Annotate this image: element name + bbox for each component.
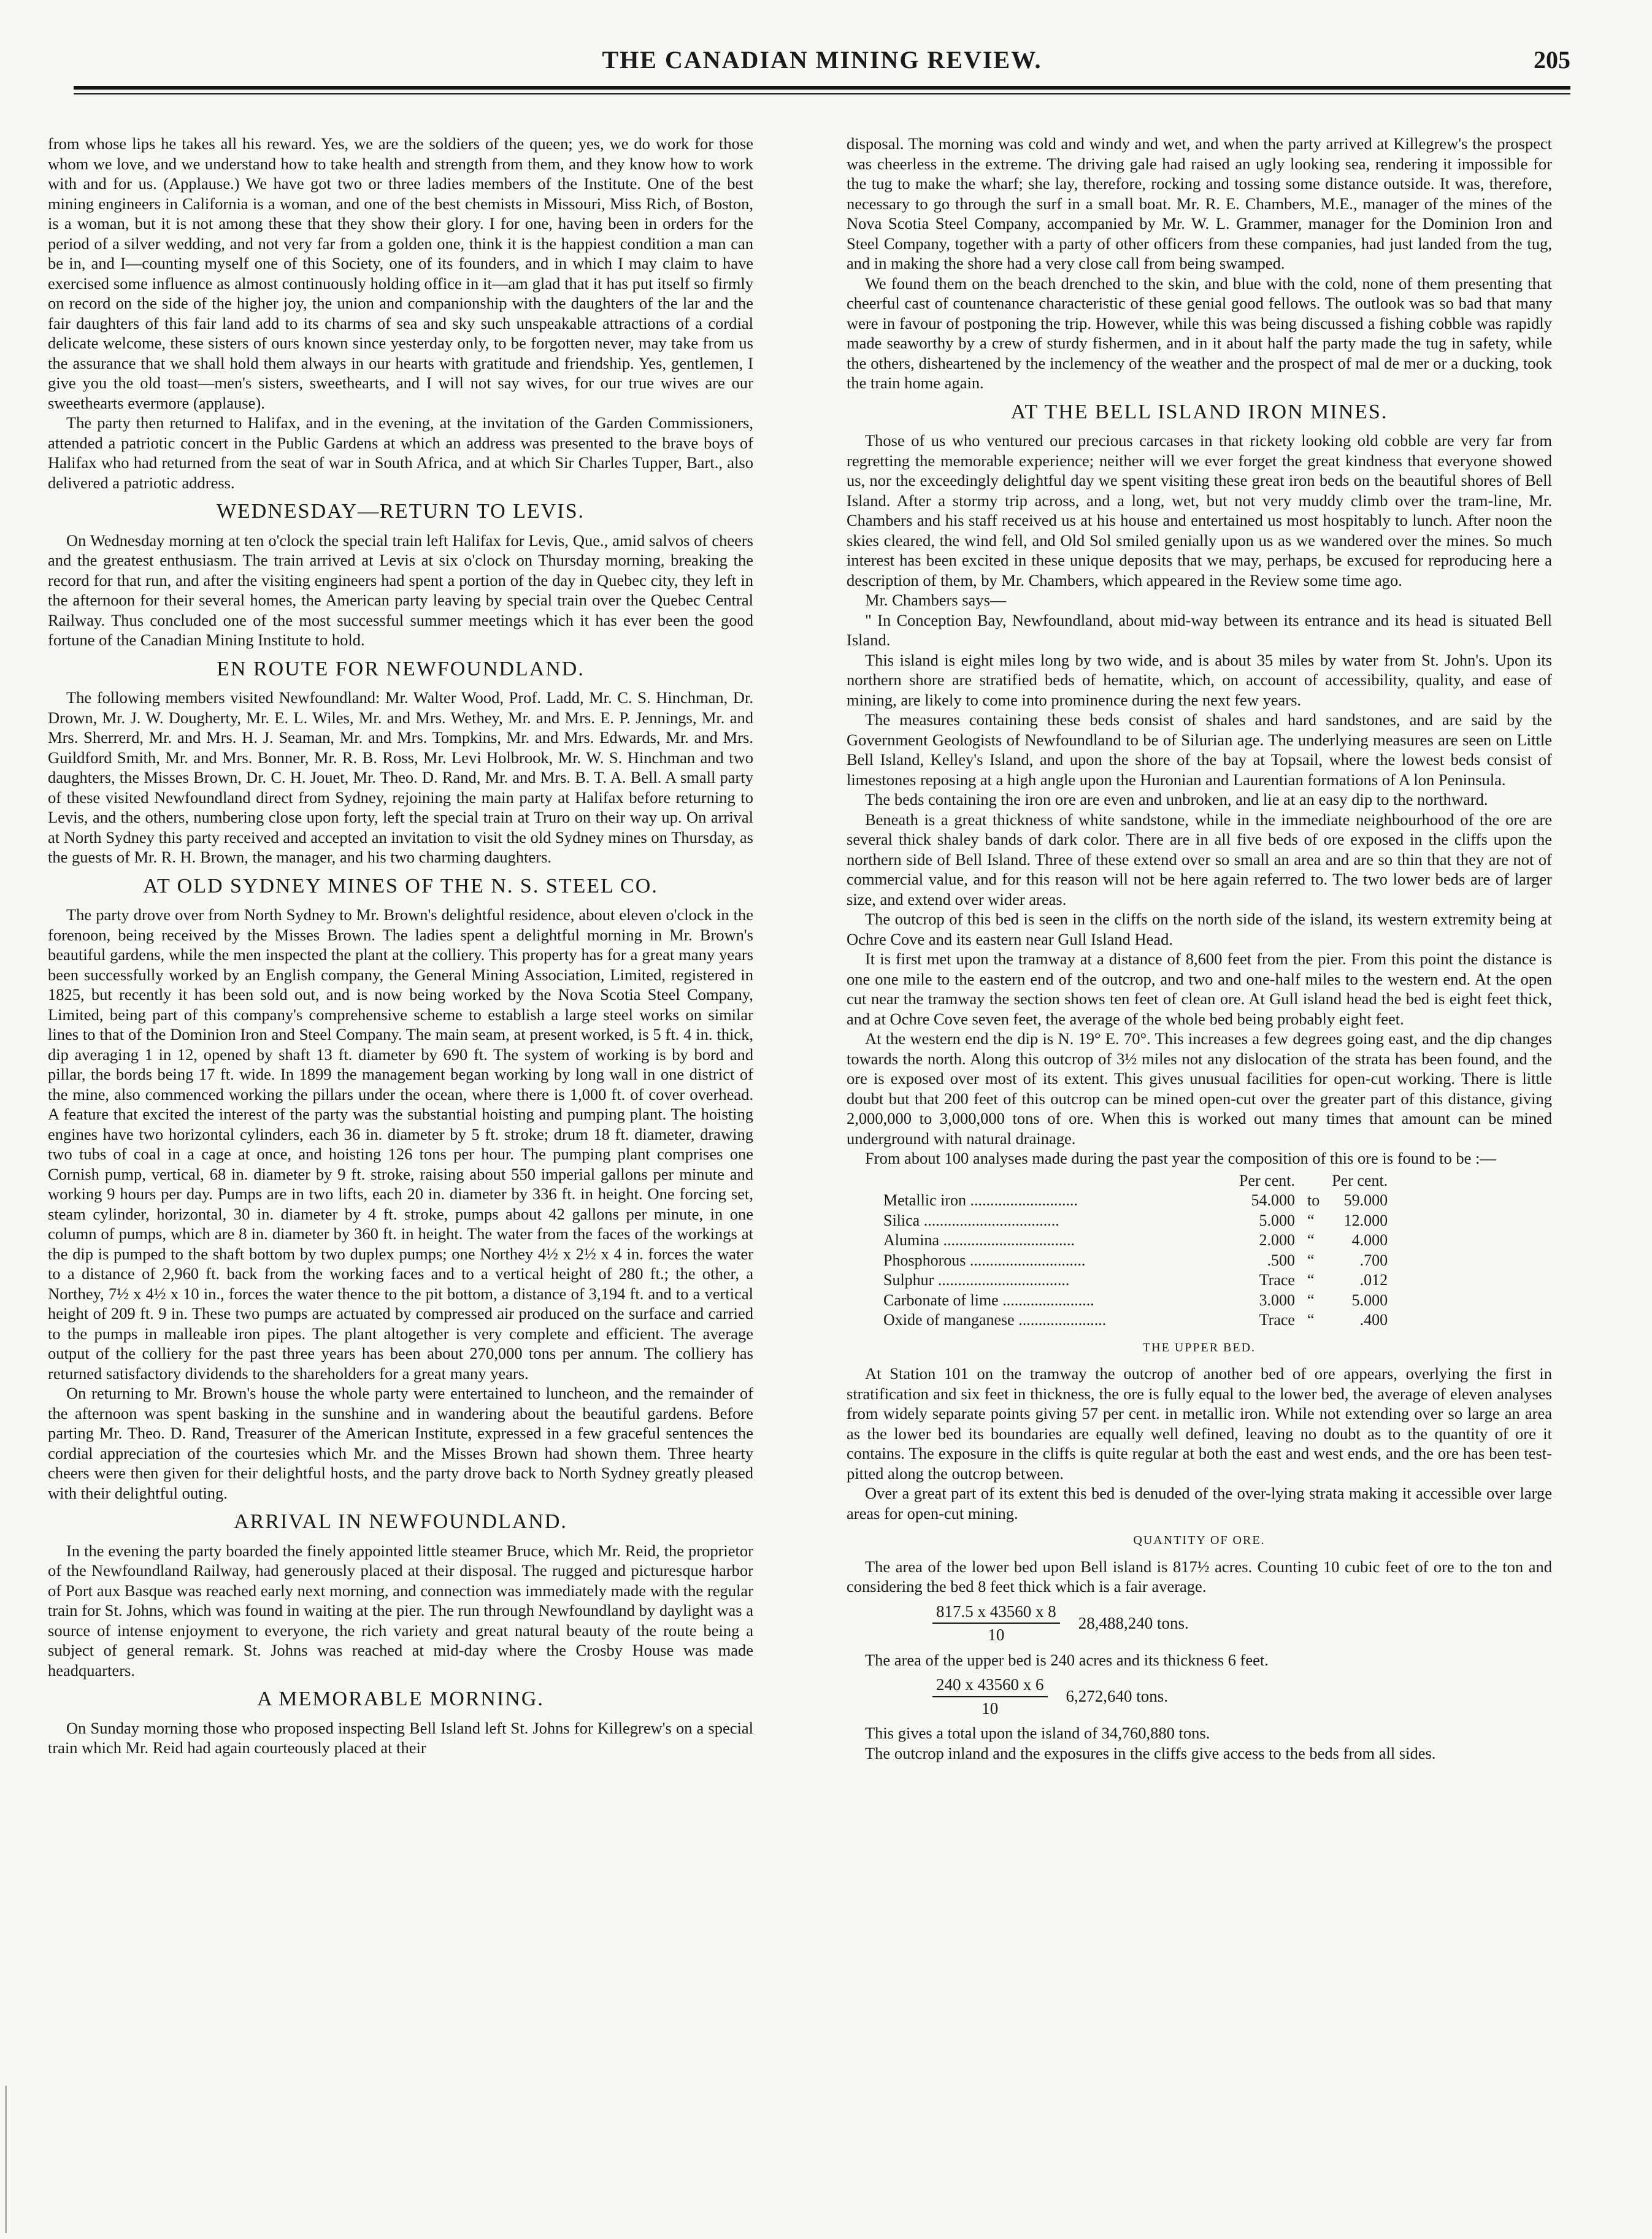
- paragraph: The beds containing the iron ore are even and unbroken, and lie at an easy dip to the northward.: [865, 790, 1488, 808]
- header-rule-thick: [74, 86, 1570, 90]
- section-heading: WEDNESDAY—RETURN TO LEVIS.: [216, 500, 585, 523]
- percent-high: 12.000: [1343, 1211, 1388, 1229]
- denominator: 10: [988, 1626, 1005, 1644]
- percent-high: .400: [1359, 1311, 1388, 1329]
- component-name: Carbonate of lime .......................: [883, 1291, 1094, 1309]
- table-header-row: [877, 1171, 1394, 1191]
- paragraph: Those of us who ventured our precious carcases in that rickety looking old cobble are very far from regretting the memorable experience; neither will we ever forget the great kindness that everyone showed us, nor the exceedingly delightful day we spent visiting these great iron beds on the beautiful shores of Bell Island. After a stormy trip across, and a long, wet, but not very muddy climb over the tram-line, Mr. Chambers and his staff received us at his house and entertained us most hospitably to lunch. After noon the skies cleared, the wind fell, and Old Sol smiled genially upon us as we wandered over the mines. So much interest has been excited in these unique deposits that we may, perhaps, be excused for reproducing here a description of them, by Mr. Chambers, which appeared in the Review some time ago.: [847, 431, 1552, 590]
- numerator: 240 x 43560 x 6: [932, 1675, 1048, 1697]
- ore-analysis-table: [877, 1171, 1394, 1331]
- paragraph: From about 100 analyses made during the past year the composition of this ore is found to be :—: [865, 1149, 1496, 1167]
- paragraph: Over a great part of its extent this bed is denuded of the over-lying strata making it accessible over large areas for open-cut mining.: [847, 1484, 1552, 1523]
- paragraph: At Station 101 on the tramway the outcrop of another bed of ore appears, overlying the first in stratification and six feet in thickness, the ore is fully equal to the lower bed, the average of eleven analyses from widely separate points giving 57 per cent. in metallic iron. While not extending over so large an area as the lower bed its boundaries are equally well defined, leaving no doubt as to the quantity of ore it contains. The exposure in the cliffs is quite regular at both the east and west ends, and the ore has been test-pitted along the outcrop between.: [847, 1364, 1552, 1483]
- journal-title: THE CANADIAN MINING REVIEW.: [602, 46, 1042, 74]
- paragraph: The party drove over from North Sydney to Mr. Brown's delightful residence, about eleven o'clock in the forenoon, being received by the Misses Brown. The ladies spent a delightful morning in Mr. Brown's beautiful gardens, while the men inspected the plant at the colliery. This property has for a great many years been successfully worked by an English company, the General Mining Association, Limited, registered in 1825, but recently it has been sold out, and is now being worked by the Nova Scotia Steel Company, Limited, being part of this company's comprehensive scheme to establish a large steel works on similar lines to that of the Dominion Iron and Steel Company. The main seam, at present worked, is 5 ft. 4 in. thick, dip averaging 1 in 12, opened by shaft 13 ft. diameter by 690 ft. The system of working is by bord and pillar, the bords being 17 ft. wide. In 1899 the management began working by long wall in one district of the mine, also commenced working the pillars under the ocean, where there is 1,000 ft. of cover overhead. A feature that excited the interest of the party was the substantial hoisting and pumping plant. The hoisting engines have two horizontal cylinders, each 36 in. diameter by 5 ft. stroke; drum 18 ft. diameter, drawing two tubs of coal in a cage at once, and hoisting 126 tons per hour. The pumping plant comprises one Cornish pump, vertical, 68 in. diameter by 9 ft. stroke, raising about 550 imperial gallons per minute and working 9 hours per day. Pumps are in two lifts, each 20 in. diameter by 336 ft. in height. One forcing set, steam cylinder, horizontal, 30 in. diameter by 4 ft. stroke, pumps about 42 gallons per minute, in one column of pumps, which are 8 in. diameter by 360 ft. in height. The water from the faces of the workings at the dip is pumped to the shaft bottom by two duplex pumps; one Northey 4½ x 2½ x 4 in. forces the water to a distance of 2,960 ft. back from the working faces and to a vertical height of 280 ft.; the other, a Northey, 7½ x 4½ x 10 in., forces the water thence to the pit bottom, a distance of 3,194 ft. and to a vertical height of 209 ft. 9 in. These two pumps are actuated by compressed air produced on the surface and carried to the pumps in malleable iron pipes. The plant altogether is very complete and efficient. The average output of the colliery for the past three years has been about 270,000 tons per annum. The colliery has returned satisfactory dividends to the shareholders for a great many years.: [48, 905, 753, 1383]
- paragraph: On Sunday morning those who proposed inspecting Bell Island left St. Johns for Killegrew's on a special train which Mr. Reid had again courteously placed at their: [48, 1718, 753, 1757]
- table-row: [877, 1191, 1394, 1211]
- paragraph: This island is eight miles long by two wide, and is about 35 miles by water from St. John's. Upon its northern shore are stratified beds of hematite, which, on account of accessibility, quality, and ease of mining, are likely to come into prominence during the next few years.: [847, 650, 1552, 709]
- percent-low: 2.000: [1259, 1231, 1295, 1249]
- range-separator: “: [1307, 1291, 1315, 1309]
- paragraph: In the evening the party boarded the finely appointed little steamer Bruce, which Mr. Reid, the proprietor of the Newfoundland Railway, had generously placed at their disposal. The rugged and picturesque harbor of Port aux Basque was reached early next morning, and connection was immediately made with the regular train for St. Johns, which was found in waiting at the pier. The run through Newfoundland by daylight was a source of intense enjoyment to everyone, the rich variety and great natural beauty of the route being a subject of general remark. St. Johns was reached at mid-day where the Crosby House was made headquarters.: [48, 1541, 753, 1680]
- paragraph: from whose lips he takes all his reward. Yes, we are the soldiers of the queen; yes, we do work for those whom we love, and we understand how to take health and strength from them, and they know how to work with and for us. (Applause.) We have got two or three ladies members of the Institute. One of the best mining engineers in California is a woman, and one of the best chemists in Missouri, Miss Rich, of Boston, is a woman, but it is not among these that they show their glory. I for one, having been in orders for the period of a silver wedding, and not very far from a golden one, think it is the happiest condition a man can be in, and I—counting myself one of this Society, one of its founders, and in which I may claim to have exercised some influence as almost continuously holding office in it—am glad that it has put itself so firmly on record on the side of the higher joy, the union and companionship with the daughters of the lar and the fair daughters of this fair land add to its charms of sea and sky such unspeakable attractions of a cordial delicate welcome, these sisters of ours known since yesterday only, to be forgotten never, may take from us the assurance that we shall hold them always in our hearts with gratitude and friendship. Yes, gentlemen, I give you the old toast—men's sisters, sweethearts, and I will not say wives, for our true wives are our sweethearts evermore (applause).: [48, 134, 753, 412]
- leader-dots: .................................: [934, 1271, 1070, 1289]
- percent-low: Trace: [1259, 1271, 1295, 1289]
- formula-upper-bed: [932, 1675, 1552, 1718]
- page-number: 205: [1534, 46, 1570, 74]
- range-separator: “: [1307, 1251, 1315, 1269]
- table-row: [877, 1270, 1394, 1291]
- component-name: Metallic iron ...........................: [883, 1191, 1078, 1209]
- paragraph: The measures containing these beds consist of shales and hard sandstones, and are said by the Government Geologists of Newfoundland to be of Silurian age. The underlying measures are seen on Little Bell Island, Kelley's Island, and upon the shore of the bay at Topsail, where the lowest beds consist of limestones reposing at a high angle upon the Huronian and Laurentian formations of A lon Peninsula.: [847, 710, 1552, 789]
- formula-result: 28,488,240 tons.: [1078, 1613, 1189, 1632]
- paragraph: Mr. Chambers says—: [865, 591, 1007, 609]
- masthead: [74, 42, 1570, 79]
- percent-high: 59.000: [1343, 1191, 1388, 1209]
- range-separator: to: [1307, 1191, 1320, 1209]
- percent-high: 5.000: [1351, 1291, 1388, 1309]
- leader-dots: .................................: [939, 1231, 1075, 1249]
- subsection-heading: THE UPPER BED.: [1142, 1340, 1256, 1354]
- section-heading: A MEMORABLE MORNING.: [257, 1688, 544, 1710]
- table-row: [877, 1211, 1394, 1231]
- percent-high: .012: [1359, 1271, 1388, 1289]
- right-column: [847, 134, 1552, 1763]
- table-row: [877, 1291, 1394, 1311]
- formula-lower-bed: [932, 1602, 1552, 1645]
- column-header: Per cent.: [1332, 1171, 1388, 1189]
- range-separator: “: [1307, 1311, 1315, 1329]
- table-row: [877, 1231, 1394, 1251]
- header-rule-thin: [74, 93, 1570, 94]
- paragraph: On Wednesday morning at ten o'clock the special train left Halifax for Levis, Que., amid salvos of cheers and the greatest enthusiasm. The train arrived at Levis at six o'clock on Thursday morning, breaking the record for that run, and after the visiting engineers had spent a portion of the day in Quebec city, they left in the afternoon for their several homes, the American party leaving by special train over the Quebec Central Railway. Thus concluded one of the most successful summer meetings which it has ever been the good fortune of the Canadian Mining Institute to hold.: [48, 531, 753, 649]
- paragraph: At the western end the dip is N. 19° E. 70°. This increases a few degrees going east, and the dip changes towards the north. Along this outcrop of 3½ miles not any dislocation of the strata has been found, and the ore is exposed over most of its extent. This gives unusual facilities for open-cut working. There is little doubt but that 200 feet of this outcrop can be mined open-cut over the greater part of this distance, giving 2,000,000 to 3,000,000 tons of ore. When this is worked out many times that amount can be mined underground with natural drainage.: [847, 1029, 1552, 1148]
- paragraph: The following members visited Newfoundland: Mr. Walter Wood, Prof. Ladd, Mr. C. S. Hinchman, Dr. Drown, Mr. J. W. Dougherty, Mr. E. L. Wiles, Mr. and Mrs. Wethey, Mr. and Mrs. E. P. Jennings, Mr. and Mrs. Sherrerd, Mr. and Mrs. H. J. Seaman, Mr. and Mrs. Tompkins, Mr. and Mrs. Edwards, Mr. and Mrs. Guildford Smith, Mr. and Mrs. Bonner, Mr. R. B. Ross, Mr. Levi Holbrook, Mr. W. S. Hinchman and two daughters, the Misses Brown, Dr. C. H. Jouet, Mr. Theo. D. Rand, Mr. and Mrs. B. T. A. Bell. A small party of these visited Newfoundland direct from Sydney, rejoining the main party at Halifax before returning to Levis, and the others, numbering close upon forty, left the special train at Truro on their way up. On arrival at North Sydney this party received and accepted an invitation to visit the old Sydney mines on Thursday, as the guests of Mr. R. H. Brown, the manager, and his two charming daughters.: [48, 688, 753, 866]
- range-separator: “: [1307, 1231, 1315, 1249]
- paragraph: disposal. The morning was cold and windy and wet, and when the party arrived at Killegrew's the prospect was cheerless in the extreme. The driving gale had raised an ugly looking sea, rendering it impossible for the tug to make the wharf; she lay, therefore, rocking and tossing some distance outside. It was, therefore, necessary to go through the surf in a small boat. Mr. R. E. Chambers, M.E., manager of the mines of the Nova Scotia Steel Company, accompanied by Mr. W. L. Grammer, manager for the Dominion Iron and Steel Company, together with a party of other officers from these companies, had just landed from the tug, and in making the shore had a very close call from being swamped.: [847, 134, 1552, 272]
- section-heading: AT OLD SYDNEY MINES OF THE N. S. STEEL CO.: [143, 874, 658, 897]
- paragraph: It is first met upon the tramway at a distance of 8,600 feet from the pier. From this point the distance is one one mile to the eastern end of the outcrop, and two and one-half miles to the western end. At the open cut near the tramway the section shows ten feet of clean ore. At Gull island head the bed is eight feet thick, and at Ochre Cove seven feet, the average of the whole bed being probably eight feet.: [847, 950, 1552, 1028]
- component-name: Phosphorous .............................: [883, 1251, 1086, 1269]
- percent-low: Trace: [1259, 1311, 1295, 1329]
- leader-dots: .......................: [998, 1291, 1094, 1309]
- numerator: 817.5 x 43560 x 8: [932, 1602, 1060, 1624]
- paragraph: The outcrop inland and the exposures in the cliffs give access to the beds from all sides.: [865, 1743, 1436, 1762]
- leader-dots: ......................: [1014, 1311, 1107, 1329]
- component-name: Oxide of manganese ......................: [883, 1311, 1107, 1329]
- scan-edge-mark: [5, 2086, 7, 2233]
- paragraph: Beneath is a great thickness of white sandstone, while in the immediate neighbourhood of the ore are several thick shaley bands of dark color. There are in all five beds of ore exposed in the cliffs upon the northern side of Bell Island. Three of these extend over so small an area and are so thin that they are not of commercial value, and for this reason will not be here again referred to. The two lower beds are of larger size, and extend over wider areas.: [847, 810, 1552, 908]
- left-column: [48, 134, 753, 1758]
- section-heading: EN ROUTE FOR NEWFOUNDLAND.: [217, 657, 585, 680]
- table-row: [877, 1310, 1394, 1331]
- percent-low: .500: [1267, 1251, 1295, 1269]
- percent-low: 3.000: [1259, 1291, 1295, 1309]
- component-name: Sulphur .................................: [883, 1271, 1070, 1289]
- paragraph: The area of the lower bed upon Bell island is 817½ acres. Counting 10 cubic feet of ore to the ton and considering the bed 8 feet thick which is a fair average.: [847, 1557, 1552, 1596]
- fraction: [932, 1602, 1060, 1645]
- paragraph: We found them on the beach drenched to the skin, and blue with the cold, none of them presenting that cheerful cast of countenance characteristic of these genial good fellows. The outlook was so bad that many were in favour of postponing the trip. However, while this was being discussed a fishing cobble was rapidly made seaworthy by a crew of sturdy fishermen, and in it about half the party made the tug in safety, while the others, disheartened by the inclemency of the weather and the prospect of mal de mer or a ducking, took the train home again.: [847, 274, 1552, 392]
- fraction: [932, 1675, 1048, 1718]
- range-separator: “: [1307, 1211, 1315, 1229]
- subsection-heading: QUANTITY OF ORE.: [1133, 1534, 1266, 1547]
- paragraph: " In Conception Bay, Newfoundland, about mid-way between its entrance and its head is situated Bell Island.: [847, 610, 1552, 649]
- paragraph: On returning to Mr. Brown's house the whole party were entertained to luncheon, and the remainder of the afternoon was spent basking in the sunshine and in wandering about the beautiful gardens. Before parting Mr. Theo. D. Rand, Treasurer of the American Institute, expressed in a few graceful sentences the cordial appreciation of the courtesies which Mr. and the Misses Brown had shown them. Three hearty cheers were then given for their delightful hosts, and the party drove back to North Sydney greatly pleased with their delightful outing.: [48, 1384, 753, 1502]
- paragraph: This gives a total upon the island of 34,760,880 tons.: [865, 1724, 1210, 1742]
- percent-low: 5.000: [1259, 1211, 1295, 1229]
- leader-dots: ..................................: [920, 1211, 1059, 1229]
- section-heading: ARRIVAL IN NEWFOUNDLAND.: [234, 1510, 567, 1533]
- column-header: Per cent.: [1239, 1171, 1295, 1189]
- percent-high: 4.000: [1351, 1231, 1388, 1249]
- leader-dots: .............................: [966, 1251, 1086, 1269]
- range-separator: “: [1307, 1271, 1315, 1289]
- percent-high: .700: [1359, 1251, 1388, 1269]
- percent-low: 54.000: [1251, 1191, 1295, 1209]
- component-name: Silica ..................................: [883, 1211, 1059, 1229]
- table-row: [877, 1251, 1394, 1271]
- paragraph: The outcrop of this bed is seen in the cliffs on the north side of the island, its western extremity being at Ochre Cove and its eastern near Gull Island Head.: [847, 910, 1552, 948]
- component-name: Alumina .................................: [883, 1231, 1075, 1249]
- leader-dots: ...........................: [966, 1191, 1078, 1209]
- paragraph: The area of the upper bed is 240 acres and its thickness 6 feet.: [865, 1650, 1269, 1669]
- section-heading: AT THE BELL ISLAND IRON MINES.: [1010, 400, 1388, 423]
- paragraph: The party then returned to Halifax, and in the evening, at the invitation of the Garden Commissioners, attended a patriotic concert in the Public Gardens at which an address was presented to the brave boys of Halifax who had returned from the seat of war in South Africa, and at which Sir Charles Tupper, Bart., also delivered a patriotic address.: [48, 413, 753, 492]
- formula-result: 6,272,640 tons.: [1066, 1687, 1169, 1706]
- denominator: 10: [982, 1699, 999, 1718]
